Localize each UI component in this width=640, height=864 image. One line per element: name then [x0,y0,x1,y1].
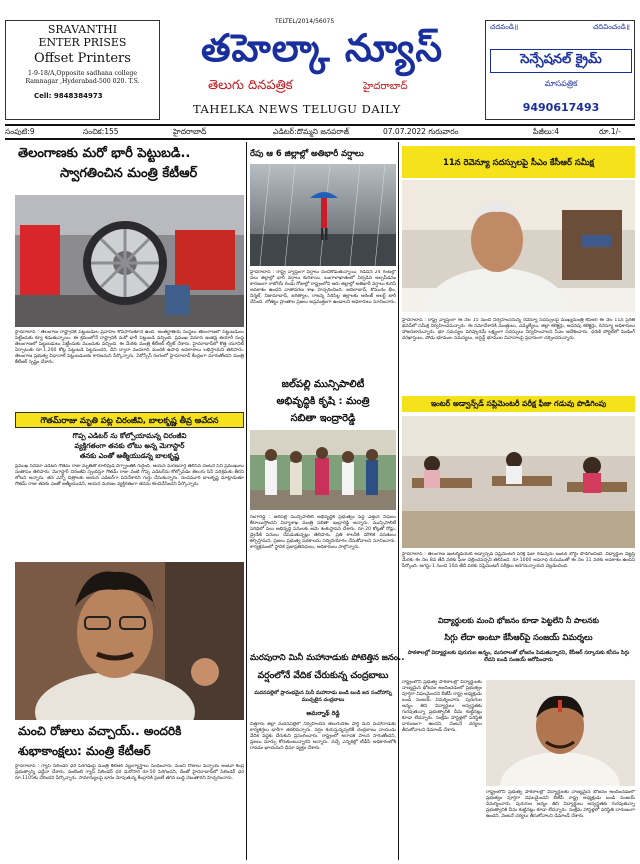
rain-body: హైదరాబాద్ : రాష్ట్ర వ్యాప్తంగా వర్షాలు దంచికొడుతున్నాయి. గడిచిన 24 గంటల్లో పలు జిల్లాల్లో భారీ వర్షాలు కురిశాయి. బంగాళాఖాతంలో ఏర్పడిన అల్పపీడనం కారణంగా రాబోయే రెండు రోజుల్లో రాష్ట్రంలోని ఆరు జిల్లాల్లో అతిభారీ వర్షాలు కురిసే అవకాశం ఉందని వాతావరణ శాఖ హెచ్చరించింది. ఆదిలాబాద్, కొమురం భీం, నిర్మల్, నిజామాబాద్, జగిత్యాల, రాజన్న సిరిసిల్ల జిల్లాలకు ఆరెంజ్ అలర్ట్ జారీ చేసింది. లోతట్టు ప్రాంతాల ప్రజలు అప్రమత్తంగా ఉండాలని అధికారులు సూచించారు. [250,270,396,305]
jalpally-headline-1: జల్‌పల్లి మున్సిపాలిటీ [281,379,365,390]
issue-date: 07.07.2022 గురువారం [383,127,459,136]
chandrababu-headline-1: మరపురాని మినీ మహానాడుకు పోటెత్తిన జనం.. [250,652,405,662]
printer-ad [5,20,160,120]
rain-headline: రేపు ఆ 6 జిల్లాల్లో అతిభారీ వర్షాలు [250,148,364,158]
crime-magazine-ad [485,20,635,120]
gautam-body: ప్రముఖ సినిమా ఎడిటర్ గౌతమ్ రాజు మృతితో టాలీవుడ్ దిగ్భ్రాంతికి గురైంది. ఆయన మరణవార్త తెలిసిన వెంటనే సినీ ప్రముఖులు సంతాపం తెలిపారు. మెగాస్టార్ చిరంజీవి స్పందిస్తూ గౌతమ్ రాజు వంటి గొప్ప ఎడిటర్‌ను కోల్పోవడం తెలుగు సినీ పరిశ్రమకు తీరని లోటని అన్నారు. తన ఎన్నో చిత్రాలకు ఆయన ఎడిటర్‌గా పనిచేశారని గుర్తు చేసుకున్నారు. నందమూరి బాలకృష్ణ మాట్లాడుతూ గౌతమ్ రాజు తనకు ఎంతో ఆత్మీయుడని, ఆయన మరణం వ్యక్తిగతంగా తనను కలచివేసిందని పేర్కొన్నారు. [15,464,244,487]
info-bar-bottom-rule [5,138,635,140]
cm-headline: 11న రెవెన్యూ సదస్సులపై సీఎం కేసీఆర్ సమీక్ష [443,157,594,167]
magazine-phone: 9490617493 [522,101,600,114]
cm-headline-banner [402,146,635,178]
telangana-headline-1: తెలంగాణకు మరో భారీ పెట్టుబడి.. [18,146,191,161]
chandrababu-sub: మదనపల్లెలో ప్రారంభమైన మినీ మహానాడు బండి బండి జన సందోహాన్ని ముచ్చటైన చంద్రబాబు [254,690,392,703]
gautam-headline: గౌతమ్‌రాజు మృతి పట్ల చిరంజీవి, బాలకృష్ణ తీవ్ర ఆవేదన [40,415,219,425]
ktr-wishes-body: హైదరాబాద్ : గ్యాస్ సిలిండర్ ధర పెరగడంపై మంత్రి కేటీఆర్ వ్యంగ్యాస్త్రాలు సంధించారు. మంచి రోజులు వచ్చాయ్ అంటూ కేంద్ర ప్రభుత్వాన్ని ఎద్దేవా చేశారు. వంటింటి గ్యాస్ సిలిండర్ ధర మరోసారి రూ.50 పెరిగిందని, దీంతో హైదరాబాద్‌లో సిలిండర్ ధర రూ.1105కు చేరిందని పేర్కొన్నారు. సామాన్యులపై భారం మోపుతున్న కేంద్రానికి ప్రజలే తగిన బుద్ధి చెబుతారని హెచ్చరించారు. [15,764,244,781]
telangana-headline-2: స్వాగతించిన మంత్రి కేటీఆర్ [60,166,198,181]
printer-cell: Cell: 9848384973 [34,92,103,100]
chandrababu-byline: అమర్నాథ్ రెడ్డి [306,710,340,717]
issue: సంచిక:155 [83,127,119,136]
gautam-sub-2: వ్యక్తిగతంగా తనకు లోటు అన్న మెగాస్టార్ [74,442,185,450]
ktr-wishes-headline-2: శుభాకాంక్షలు: మంత్రి కేటీఆర్ [18,744,151,758]
inter-headline: ఇంటర్ అడ్వాన్స్‌డ్ సప్లిమెంటరీ పరీక్ష ఫీజు గడువు పొడిగింపు [430,399,607,408]
cm-body: హైదరాబాద్ : రాష్ట్ర వ్యాప్తంగా ఈ నెల 15 నుంచి నిర్వహించనున్న రెవెన్యూ సదస్సులపై ముఖ్యమంత్రి కేసీఆర్ ఈ నెల 11న ప్రగతి భవన్‌లో సమీక్ష నిర్వహించనున్నారు. ఈ సమావేశానికి మంత్రులు, ఎమ్మెల్యేలు, జిల్లా కలెక్టర్లు, అదనపు కలెక్టర్లు, రెవెన్యూ అధికారులు హాజరుకానున్నారు. భూ సమస్యల పరిష్కారమే లక్ష్యంగా సదస్సులు నిర్వహించాలని సీఎం ఆదేశించారు. ధరణి పోర్టల్‌లో పెండింగ్ దరఖాస్తులు, పోడు భూముల సమస్యలు, అసైన్డ్ భూముల వివాదాలపై ప్రధానంగా చర్చించనున్నారు. [402,318,635,341]
jalpally-photo [250,430,396,510]
gautam-headline-banner [15,412,244,428]
chandrababu-body: చిత్తూరు జిల్లా మదనపల్లెలో నిర్వహించిన తెలుగుదేశం పార్టీ మినీ మహానాడుకు కార్యకర్తలు భారీగా తరలివచ్చారు. వర్షం కురుస్తున్నప్పటికీ చంద్రబాబు నాయుడు వేదిక వద్దకు చేరుకుని ప్రసంగించారు. రాష్ట్రంలో అరాచక పాలన సాగుతోందని, ప్రజలు మార్పు కోరుకుంటున్నారని అన్నారు. వచ్చే ఎన్నికల్లో టీడీపీ అధికారంలోకి రావడం ఖాయమని ధీమా వ్యక్తం చేశారు. [250,722,396,751]
inter-headline-banner [402,396,635,412]
engine-factory-photo [15,195,244,327]
food-headline-1: విద్యార్థులకు మంచి భోజనం కూడా పెట్టలేని నీ పాలనకు [437,616,600,625]
jalpally-body: రంగారెడ్డి : జల్‌పల్లి మున్సిపాలిటీ అభివృద్ధికి ప్రభుత్వం పెద్ద ఎత్తున నిధులు కేటాయిస్తోందని విద్యాశాఖ మంత్రి సబితా ఇంద్రారెడ్డి అన్నారు. మున్సిపాలిటీ పరిధిలో పలు అభివృద్ధి పనులకు ఆమె శంకుస్థాపన చేశారు. రూ.20 కోట్లతో రోడ్లు, డ్రైనేజీ పనులు చేపడుతున్నట్లు తెలిపారు. ప్రతి కాలనీకి మౌలిక వసతులు కల్పిస్తామని, ప్రజలు ప్రభుత్వ పథకాలను సద్వినియోగం చేసుకోవాలని సూచించారు. కార్యక్రమంలో స్థానిక ప్రజాప్రతినిధులు, అధికారులు పాల్గొన్నారు. [250,515,396,550]
ad-share-label: చదివించండి॥ [592,23,630,31]
registration-number: TELTEL/2014/56075 [275,18,335,25]
inter-body: హైదరాబాద్ : తెలంగాణ ఇంటర్మీడియట్ అడ్వాన్స్‌డ్ సప్లిమెంటరీ పరీక్ష ఫీజు గడువును ఇంటర్ బోర్డు పొడిగించింది. విద్యార్థుల విజ్ఞప్తి మేరకు ఈ నెల 8వ తేదీ వరకు ఫీజు చెల్లించవచ్చని తెలిపింది. రూ.1000 అపరాధ రుసుముతో ఈ నెల 11 వరకు అవకాశం ఉందని పేర్కొంది. ఆగస్టు 1 నుంచి 10వ తేదీ వరకు సప్లిమెంటరీ పరీక్షలు జరగనున్నాయని వెల్లడించింది. [402,552,635,569]
page-count: పేజీలు:4 [533,127,560,136]
editor: ఎడిటర్:దొమ్మని జనపరాజ్ [273,127,349,136]
exam-hall-photo [402,416,635,548]
chandrababu-headline-2: వర్షంలోనే వేదిక చేరుకున్న చంద్రబాబు [257,670,389,681]
food-body-repeat: రాష్ట్రంలోని ప్రభుత్వ పాఠశాలల్లో విద్యార్థులకు నాణ్యమైన భోజనం అందించడంలో ప్రభుత్వం పూర్తిగా విఫలమైందని బీజేపీ రాష్ట్ర అధ్యక్షుడు బండి సంజయ్ విమర్శించారు. పురుగుల అన్నం తిని విద్యార్థులు అస్వస్థతకు గురవుతున్నా ప్రభుత్వానికి చీమ కుట్టినట్లు కూడా లేదన్నారు. సంక్షేమ హాస్టళ్లలో పరిస్థితి దారుణంగా ఉందని, వెంటనే చర్యలు తీసుకోవాలని డిమాండ్ చేశారు. [486,790,635,819]
volume: సంపుటి:9 [5,127,35,136]
printer-name-line2: ENTER PRISES [38,36,127,49]
magazine-title: సెన్సేషనల్ క్రైమ్ [490,49,632,73]
jalpally-headline-2: అభివృద్ధికి కృషి : మంత్రి [276,396,370,407]
telangana-body: హైదరాబాద్ : తెలంగాణ రాష్ట్రానికి పెట్టుబడుల ప్రవాహం కొనసాగుతూనే ఉంది. అంతర్జాతీయ సంస్థలు తెలంగాణలో పెట్టుబడులు పెట్టేందుకు క్యూ కడుతున్నాయి. ఈ క్రమంలోనే రాష్ట్రానికి మరో భారీ పెట్టుబడి వచ్చింది. ప్రముఖ విమాన ఇంజిన్ల తయారీ సంస్థ తెలంగాణలో పెట్టుబడులు పెట్టేందుకు ముందుకు వచ్చింది. ఈ మేరకు మంత్రి కేటీఆర్ ట్వీట్ చేశారు. హైదరాబాద్‌లో కొత్త యూనిట్ ఏర్పాటుకు రూ.1,200 కోట్ల పెట్టుబడి పెట్టనుందని, దీని ద్వారా వందలాది మందికి ఉపాధి అవకాశాలు లభిస్తాయని తెలిపారు. తెలంగాణ ప్రభుత్వ విధానాలే పెట్టుబడులకు కారణమని పేర్కొన్నారు. ఏరోస్పేస్ రంగంలో హైదరాబాద్ కేంద్రంగా మారుతోందని మంత్రి కేటీఆర్ స్పష్టం చేశారు. [15,330,244,365]
tagline: తెలుగు దినపత్రిక [208,78,293,93]
city-label: హైదరాబాద్ [363,81,408,92]
ad-read-label: చదవండి॥ [490,23,519,31]
bandi-sanjay-photo [486,680,635,786]
food-sub: పాఠశాలల్లో విద్యార్థులకు పురుగుల అన్నం, మసలాలతో భోజనం పెడుతున్నారని, కేసీఆర్ సర్కారుకు కనీసం సిగ్గు లేదని బండి సంజయ్ ఆరోపించారు [407,650,630,663]
cm-kcr-photo [402,180,635,312]
info-city: హైదరాబాద్ [173,127,207,136]
food-body: రాష్ట్రంలోని ప్రభుత్వ పాఠశాలల్లో విద్యార్థులకు నాణ్యమైన భోజనం అందించడంలో ప్రభుత్వం పూర్తిగా విఫలమైందని బీజేపీ రాష్ట్ర అధ్యక్షుడు బండి సంజయ్ విమర్శించారు. పురుగుల అన్నం తిని విద్యార్థులు అస్వస్థతకు గురవుతున్నా ప్రభుత్వానికి చీమ కుట్టినట్లు కూడా లేదన్నారు. సంక్షేమ హాస్టళ్లలో పరిస్థితి దారుణంగా ఉందని, వెంటనే చర్యలు తీసుకోవాలని డిమాండ్ చేశారు. [402,680,482,733]
food-headline-2: సిగ్గు లేదా అంటూ కేసీఆర్‌పై సంజయ్ విమర్శలు [444,632,593,642]
ktr-wishes-headline-1: మంచి రోజులు వచ్చాయ్.. అందరికి [18,724,182,738]
english-title: TAHELKA NEWS TELUGU DAILY [193,102,401,116]
gautam-sub-1: గొప్ప ఎడిటర్ ను కోల్పోయామన్న చిరంజీవి [72,432,187,440]
printer-name-line1: SRAVANTHI [47,23,118,36]
gautam-sub-3: తనకు ఎంతో ఆత్మీయుడన్న బాలకృష్ణ [79,452,180,460]
column-rule-1 [246,142,247,860]
rain-photo [250,164,396,266]
gautam-raju-photo [15,562,244,720]
jalpally-headline-3: సబితా ఇంద్రారెడ్డి [290,413,356,424]
printer-address: 1-9-18/A,Opposite sadhana college Ramnagar ,Hyderabad-500 020. T.S. [25,70,140,85]
newspaper-title: తహెల్కా న్యూస్ [200,26,444,70]
magazine-subtitle: మాసపత్రిక [544,79,578,88]
masthead [163,18,481,122]
printer-name-line3: Offset Printers [34,51,131,66]
food-body-continued [486,790,635,858]
info-bar [5,126,635,138]
column-rule-2 [398,142,399,860]
price: రూ.1/- [599,127,621,136]
